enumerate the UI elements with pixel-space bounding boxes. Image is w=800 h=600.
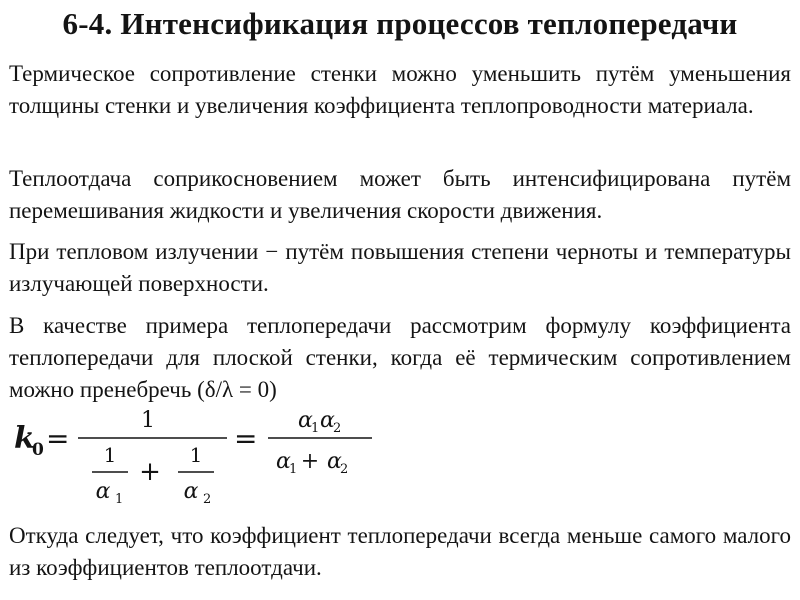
formula-main-numerator: 1	[141, 408, 155, 433]
formula-denom-frac2-alpha: α	[183, 479, 199, 504]
paragraph-conclusion: Откуда следует, что коэффициент теплопередачи всегда меньше самого малого из коэффициентов теплоотдачи.	[9, 523, 791, 580]
formula-denom-plus: +	[139, 457, 161, 487]
formula-right-den-alpha2: α	[327, 449, 342, 474]
formula-lhs-k: k	[14, 421, 35, 456]
formula-lhs-subscript: 0	[32, 440, 44, 460]
formula-denom-frac2-sub: 2	[203, 492, 212, 507]
formula-right-num-alpha1: α	[298, 408, 313, 433]
formula-svg	[0, 400, 800, 520]
formula-right-num-sub2: 2	[333, 421, 342, 436]
formula-equals-1: =	[46, 422, 70, 455]
formula-right-num-alpha2: α	[320, 408, 335, 433]
formula-right-num-sub1: 1	[311, 421, 320, 436]
formula-right-den-alpha1: α	[276, 449, 291, 474]
formula-right-den-sub2: 2	[340, 462, 349, 477]
paragraph-radiation: При тепловом излучении − путём повышения степени черноты и температуры излучающей поверхности.	[9, 239, 791, 296]
paragraph-example-formula: В качестве примера теплопередачи рассмотрим формулу коэффициента теплопередачи для плоской стенки, когда её термическим сопротивлением можно пренебречь (δ/λ = 0)	[9, 313, 791, 402]
formula-denom-frac1-sub: 1	[115, 492, 124, 507]
paragraph-contact-heat-transfer: Теплоотдача соприкосновением может быть интенсифицирована путём перемешивания жидкости и увеличения скорости движения.	[9, 166, 791, 223]
formula-denom-frac1-alpha: α	[95, 479, 111, 504]
paragraph-wall-resistance: Термическое сопротивление стенки можно уменьшить путём уменьшения толщины стенки и увеличения коэффициента теплопроводности материала.	[9, 61, 791, 118]
formula-equals-2: =	[234, 422, 258, 455]
formula-right-den-plus: +	[300, 449, 320, 474]
formula-denom-frac1-numerator: 1	[103, 443, 117, 467]
page-title: 6-4. Интенсификация процессов теплопередачи	[62, 6, 738, 41]
formula-denom-frac2-numerator: 1	[189, 443, 203, 467]
formula-right-den-sub1: 1	[289, 462, 298, 477]
heat-transfer-coefficient-formula	[0, 400, 800, 520]
